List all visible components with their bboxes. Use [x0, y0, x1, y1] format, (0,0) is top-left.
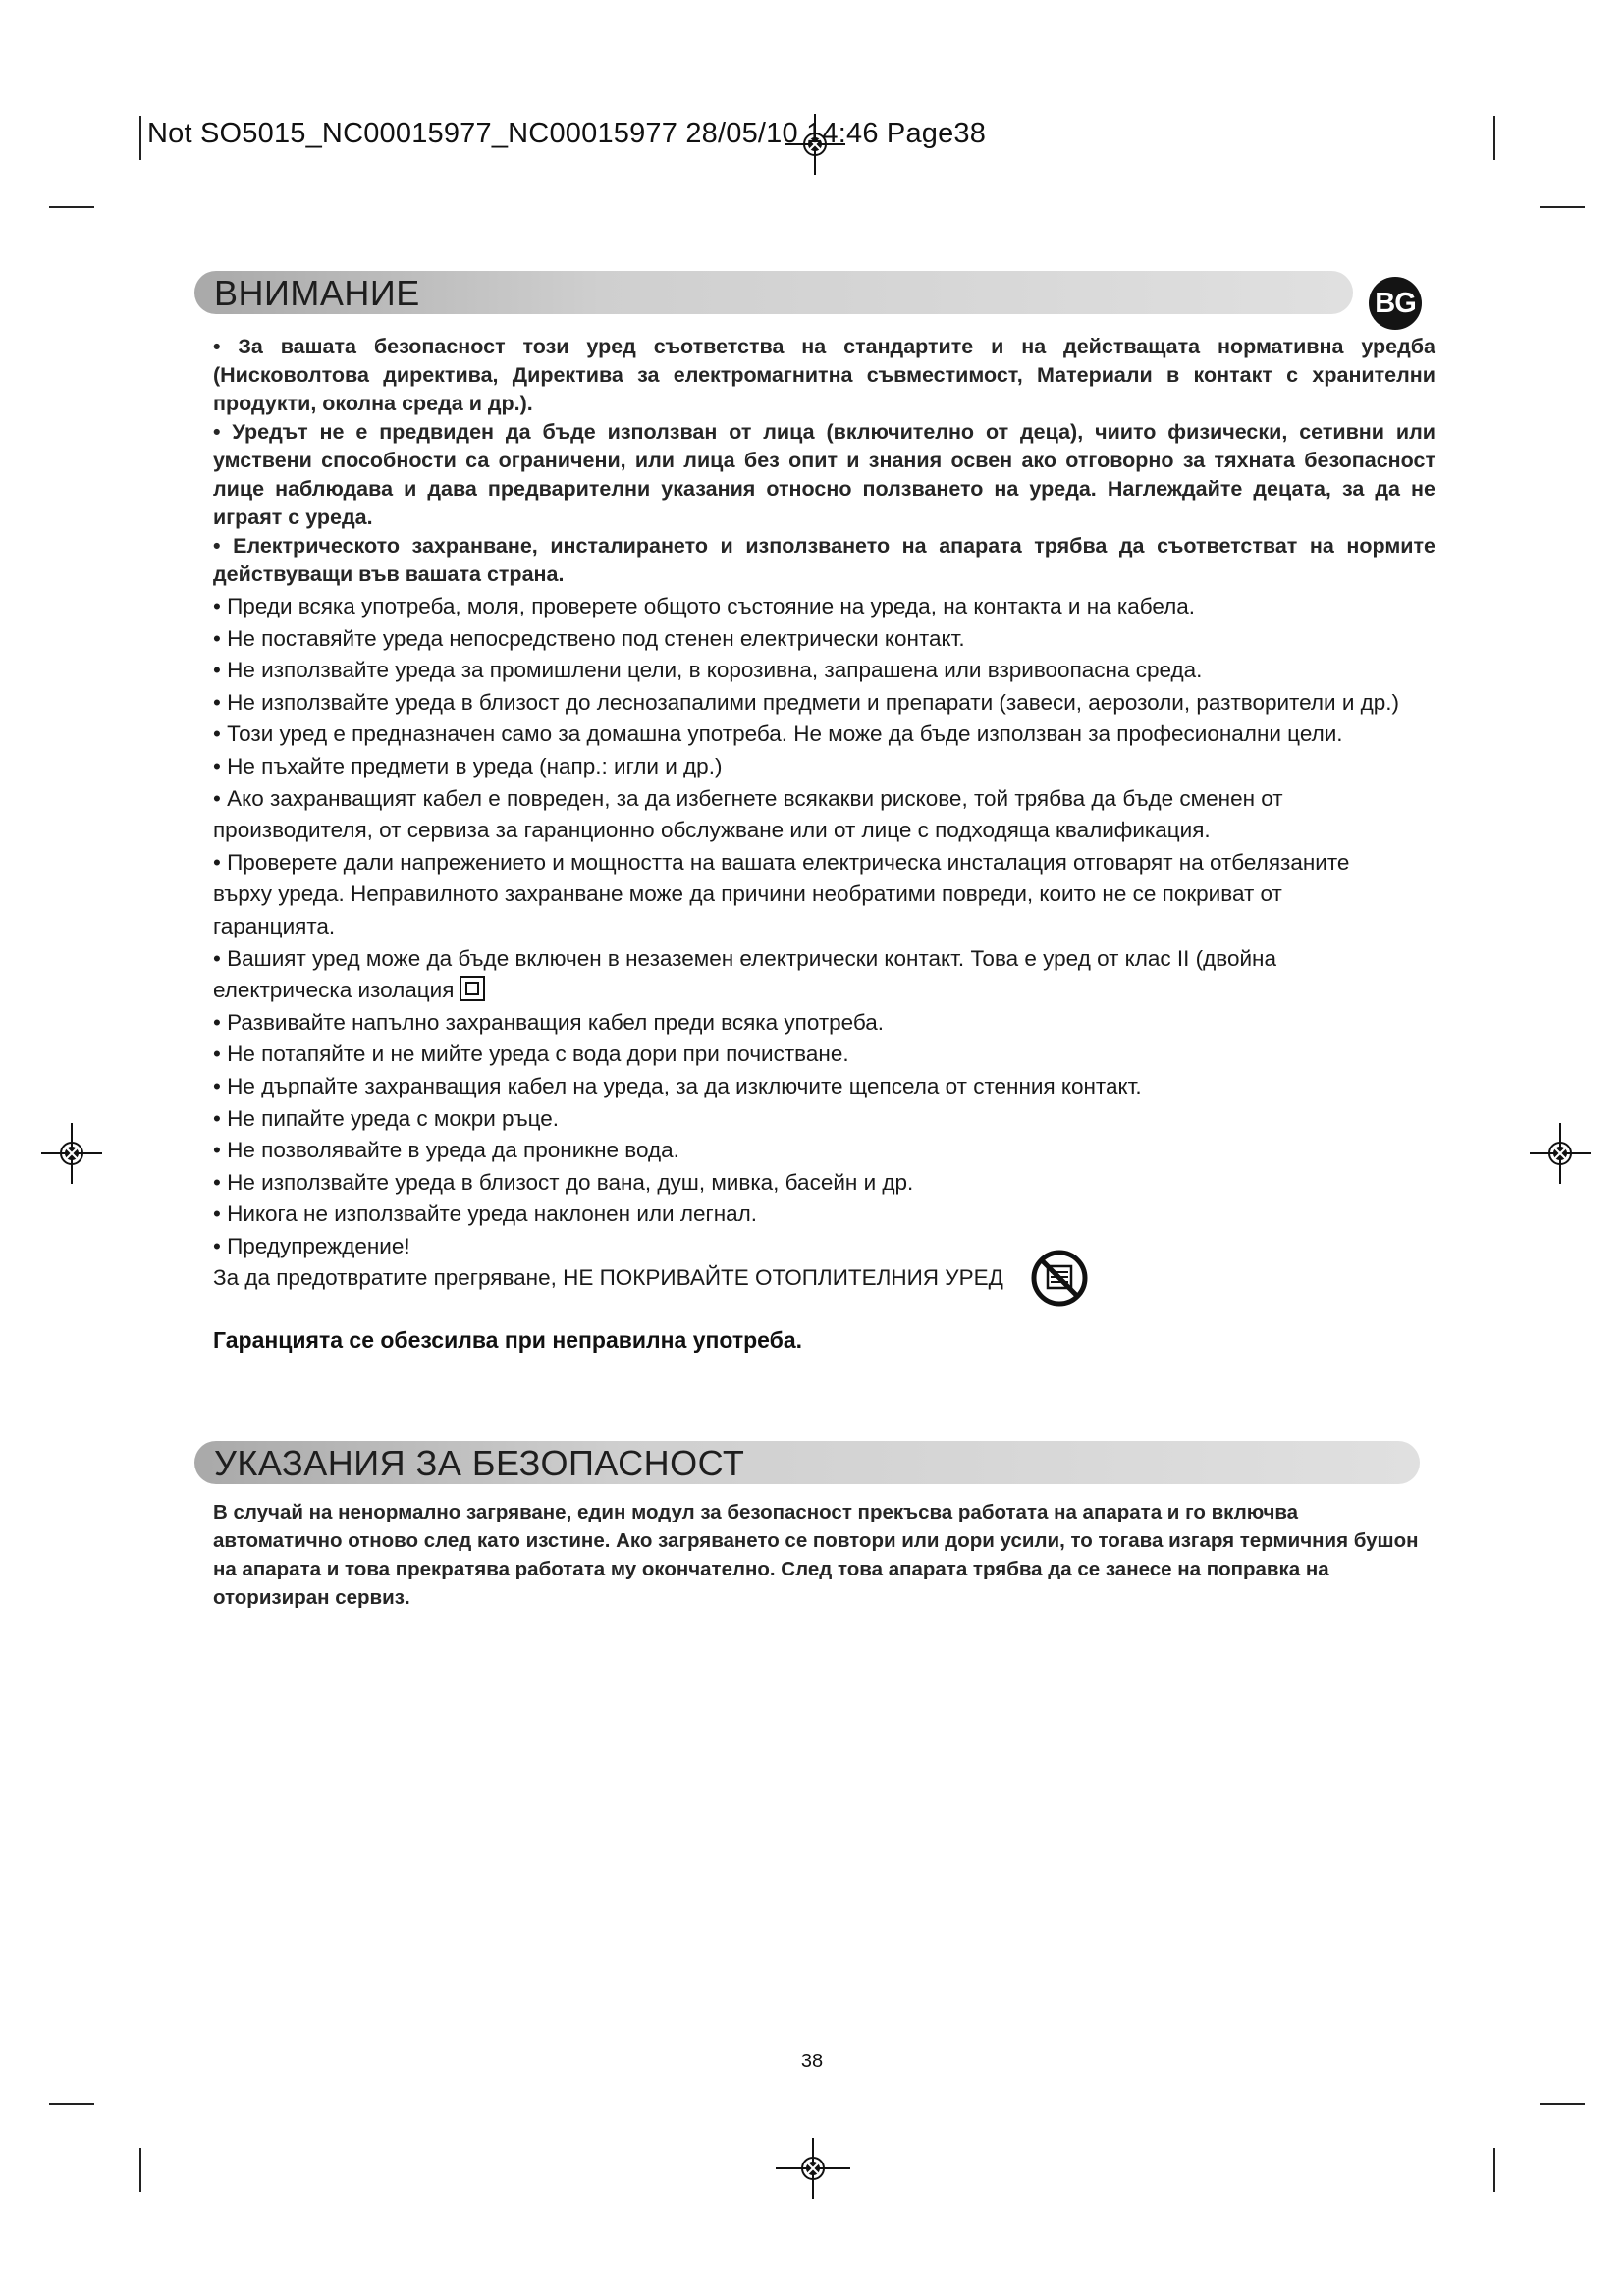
crop-mark: [49, 2103, 94, 2105]
list-item: • Не използвайте уреда за промишлени цели, в корозивна, запрашена или взривоопасна среда.: [213, 658, 1203, 683]
list-item: • Ако захранващият кабел е повреден, за да избегнете всякакви рискове, той трябва да бъде сменен от производителя, от сервиза за гаранционно обслужване или от лице с подходяща квалификация.: [213, 785, 1283, 843]
crop-mark: [1540, 206, 1585, 208]
crop-mark: [1540, 2103, 1585, 2105]
list-item: • Не използвайте уреда в близост до вана, душ, мивка, басейн и др.: [213, 1169, 914, 1195]
crop-mark: [1493, 2148, 1495, 2192]
list-item: • Развивайте напълно захранващия кабел преди всяка употреба.: [213, 1009, 885, 1035]
crop-mark: [49, 206, 94, 208]
list-item: • Не пъхайте предмети в уреда (напр.: игли и др.): [213, 753, 723, 778]
list-item: • Не позволявайте в уреда да проникне вода.: [213, 1138, 679, 1163]
section-title-warning: ВНИМАНИЕ: [214, 273, 420, 313]
registration-mark-icon: [1528, 1121, 1593, 1186]
crop-mark: [139, 2148, 141, 2192]
print-slug: Not SO5015_NC00015977_NC00015977 28/05/10 14:46 Page38: [147, 118, 987, 149]
warning-list: [213, 591, 1489, 1295]
crop-mark: [139, 116, 141, 160]
page-number: 38: [800, 2051, 824, 2072]
list-item: • Този уред е предназначен само за домашна употреба. Не може да бъде използван за професионални цели.: [213, 721, 1343, 747]
list-item: • Не използвайте уреда в близост до леснозапалими предмети и препарати (завеси, аерозоли, разтворители и др.): [213, 689, 1400, 715]
list-item: • Не дърпайте захранващия кабел на уреда, за да изключите щепсела от стенния контакт.: [213, 1073, 1142, 1098]
section-title-safety: УКАЗАНИЯ ЗА БЕЗОПАСНОСТ: [214, 1443, 745, 1483]
crop-mark: [1493, 116, 1495, 160]
list-item: • Не поставяйте уреда непосредствено под стенен електрически контакт.: [213, 625, 965, 651]
list-item: [213, 943, 1406, 1007]
registration-mark-icon: [39, 1121, 104, 1186]
list-item: • Преди всяка употреба, моля, проверете общото състояние на уреда, на контакта и на кабела.: [213, 594, 1196, 618]
intro-paragraphs: [213, 333, 1435, 589]
safety-paragraph: В случай на ненормално загряване, един модул за безопасност прекъсва работата на апарата и го включва автоматично отново след като изстине. Ако загряването се повтори или дори усили, то тогава изгаря термичния бушон на апарата и това прекратява работата му окончателно. След това апарата трябва да се занесе на поправка на оторизиран сервиз.: [213, 1501, 1419, 1609]
list-item: • Проверете дали напрежението и мощността на вашата електрическа инсталация отговарят на отбелязаните върху уреда. Неправилното захранване може да причини необратими повреди, които не се покриват от гаранцията.: [213, 849, 1350, 938]
list-item: • Никога не използвайте уреда наклонен или легнал.: [213, 1201, 758, 1227]
list-item: [213, 1262, 1489, 1295]
paragraph: • Електрическото захранване, инсталирането и използването на апарата трябва да съответстват на нормите действуващи във вашата страна.: [213, 534, 1435, 586]
guarantee-note: Гаранцията се обезсилва при неправилна употреба.: [213, 1327, 803, 1353]
language-badge: BG: [1369, 277, 1422, 330]
list-item-text: • Вашият уред може да бъде включен в незаземен електрически контакт. Това е уред от клас II (двойна електрическа изолация: [213, 945, 1276, 1003]
double-insulation-icon: [460, 976, 485, 1001]
list-item: • Предупреждение!: [213, 1233, 410, 1258]
paragraph: • Уредът не е предвиден да бъде използван от лица (включително от деца), чиито физически, сетивни или умствени способности са ограничени, или лица без опит и знания освен ако отговорно за тяхната безопасност лице наблюдава и дава предварителни указания относно ползването на уреда. Наглеждайте децата, за да не играят с уреда.: [213, 420, 1435, 529]
list-item: • Не пипайте уреда с мокри ръце.: [213, 1105, 560, 1131]
warning-text: За да предотвратите прегряване, НЕ ПОКРИВАЙТЕ ОТОПЛИТЕЛНИЯ УРЕД: [213, 1265, 1003, 1291]
list-item: • Не потапяйте и не мийте уреда с вода дори при почистване.: [213, 1041, 849, 1067]
do-not-cover-icon: [1030, 1249, 1089, 1308]
paragraph: • За вашата безопасност този уред съответства на стандартите и на действащата нормативна уредба (Нисковолтова директива, Директива за електромагнитна съвместимост, Материали в контакт с хранителни продукти, околна среда и др.).: [213, 335, 1435, 415]
registration-mark-icon: [774, 2136, 852, 2201]
